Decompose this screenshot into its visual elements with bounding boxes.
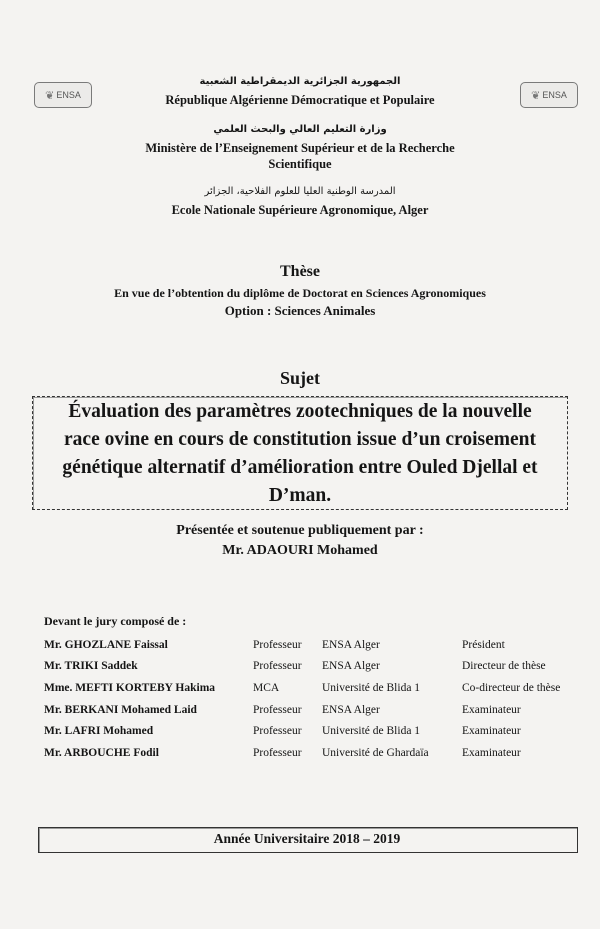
jury-heading: Devant le jury composé de :: [44, 614, 187, 628]
logo-right-label: ENSA: [542, 90, 567, 100]
jury-institution: Université de Ghardaïa: [322, 747, 429, 759]
jury-name: Mr. ARBOUCHE Fodil: [44, 747, 159, 759]
subject-line: Évaluation des paramètres zootechniques de la nouvelle: [68, 401, 532, 422]
jury-grade: MCA: [253, 682, 280, 694]
jury-role: Examinateur: [462, 704, 521, 716]
republic-arabic: الجمهورية الجزائرية الديمقراطية الشعبية: [199, 76, 401, 87]
school-arabic: المدرسة الوطنية العليا للعلوم الفلاحية، الجزائر: [204, 186, 396, 197]
jury-grade: Professeur: [253, 704, 302, 716]
jury-role: Président: [462, 639, 505, 651]
jury-name: Mr. LAFRI Mohamed: [44, 725, 154, 737]
subject-line: D’man.: [268, 485, 332, 506]
school-french: Ecole Nationale Supérieure Agronomique, Alger: [171, 203, 429, 217]
jury-grade: Professeur: [253, 660, 302, 672]
jury-name: Mr. BERKANI Mohamed Laid: [44, 704, 197, 716]
jury-institution: ENSA Alger: [322, 704, 380, 716]
jury-name: Mr. GHOZLANE Faissal: [44, 639, 168, 651]
jury-grade: Professeur: [253, 725, 302, 737]
thesis-purpose: En vue de l’obtention du diplôme de Doctorat en Sciences Agronomiques: [114, 286, 486, 300]
republic-french: République Algérienne Démocratique et Populaire: [165, 93, 435, 107]
subject-line: génétique alternatif d’amélioration entre Ouled Djellal et: [62, 457, 538, 478]
presented-by: Présentée et soutenue publiquement par :: [176, 523, 424, 538]
ministry-arabic: وزارة التعليم العالي والبحث العلمي: [213, 124, 387, 135]
jury-institution: Université de Blida 1: [322, 725, 421, 737]
thesis-option: Option : Sciences Animales: [224, 303, 376, 318]
subject-text: [36, 398, 564, 510]
jury-role: Examinateur: [462, 725, 521, 737]
jury-institution: Université de Blida 1: [322, 682, 421, 694]
jury-role: Directeur de thèse: [462, 660, 546, 672]
jury-role: Co-directeur de thèse: [462, 682, 561, 694]
jury-name: Mme. MEFTI KORTEBY Hakima: [44, 682, 216, 694]
ensa-logo-icon: ❦: [45, 89, 55, 102]
ministry-french-line1: Ministère de l’Enseignement Supérieur et de la Recherche: [145, 141, 455, 155]
subject-line: race ovine en cours de constitution issue d’un croisement: [64, 429, 536, 450]
logo-left-label: ENSA: [56, 90, 81, 100]
jury-institution: ENSA Alger: [322, 660, 380, 672]
jury-institution: ENSA Alger: [322, 639, 380, 651]
academic-year: Année Universitaire 2018 – 2019: [213, 831, 401, 846]
jury-grade: Professeur: [253, 747, 302, 759]
presenter-name: Mr. ADAOURI Mohamed: [222, 543, 378, 558]
jury-role: Examinateur: [462, 747, 521, 759]
ensa-logo-icon: ❦: [531, 89, 541, 102]
thesis-title: Thèse: [280, 263, 320, 280]
jury-name: Mr. TRIKI Saddek: [44, 660, 138, 672]
ministry-french-line2: Scientifique: [268, 157, 332, 171]
subject-heading: Sujet: [280, 368, 320, 388]
jury-grade: Professeur: [253, 639, 302, 651]
